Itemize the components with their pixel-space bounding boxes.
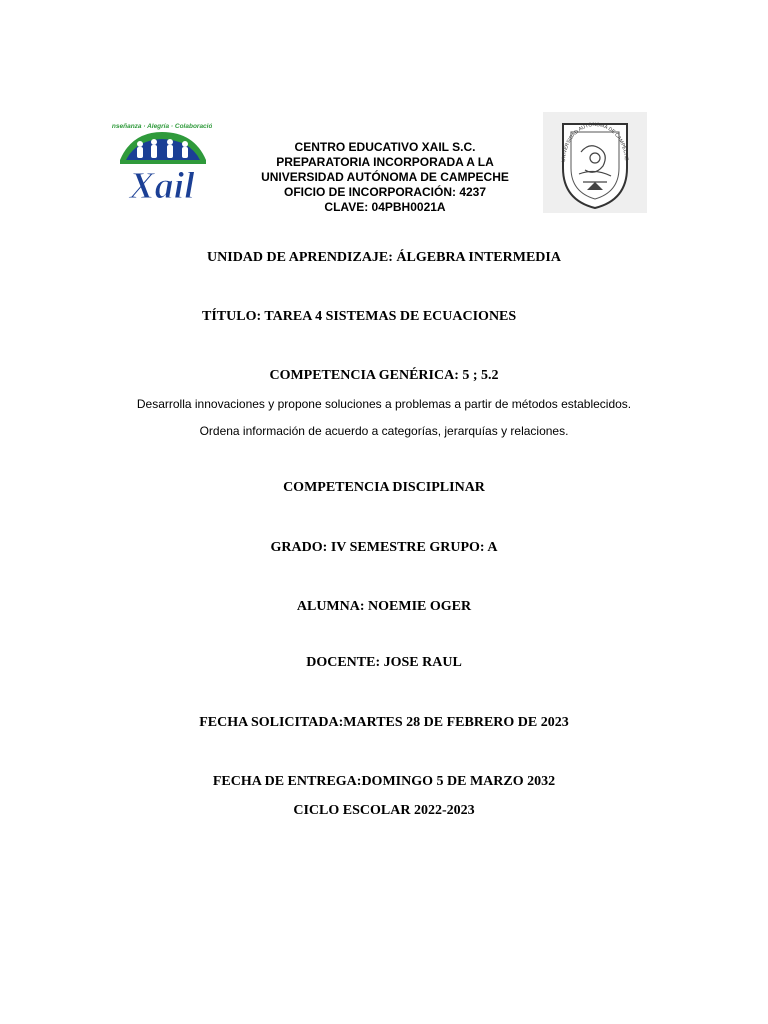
xail-logo-graphic [112, 120, 212, 206]
seal-ring-text: UNIVERSIDAD AUTÓNOMA DE CAMPECHE [560, 121, 629, 163]
institution-line: CENTRO EDUCATIVO XAIL S.C. [294, 140, 476, 154]
delivery-date: FECHA DE ENTREGA:DOMINGO 5 DE MARZO 2032 [212, 774, 556, 789]
institution-header [230, 140, 540, 215]
learning-unit: UNIDAD DE APRENDIZAJE: ÁLGEBRA INTERMEDIA [207, 250, 561, 265]
xail-wordmark: Xail [129, 165, 195, 206]
institution-line: OFICIO DE INCORPORACIÓN: 4237 [283, 185, 487, 199]
institution-line: PREPARATORIA INCORPORADA A LA [276, 155, 494, 169]
xail-logo-tagline: Enseñanza · Alegría · Colaboración [112, 123, 212, 130]
student-name: ALUMNA: NOEMIE OGER [296, 599, 472, 614]
institution-line: CLAVE: 04PBH0021A [324, 200, 446, 214]
competency-description-1: Desarrolla innovaciones y propone soluciones a problemas a partir de métodos establecidos. [136, 397, 632, 411]
disciplinary-competency: COMPETENCIA DISCIPLINAR [283, 480, 485, 495]
university-seal-graphic [543, 112, 647, 213]
school-cycle: CICLO ESCOLAR 2022-2023 [293, 803, 475, 818]
teacher-name: DOCENTE: JOSE RAUL [306, 655, 462, 670]
grade-group: GRADO: IV SEMESTRE GRUPO: A [270, 540, 498, 555]
generic-competency: COMPETENCIA GENÉRICA: 5 ; 5.2 [269, 368, 499, 383]
university-seal [543, 112, 647, 213]
competency-description-2: Ordena información de acuerdo a categorías, jerarquías y relaciones. [199, 424, 569, 438]
assignment-title: TÍTULO: TAREA 4 SISTEMAS DE ECUACIONES [202, 309, 517, 324]
xail-logo [112, 120, 212, 206]
requested-date: FECHA SOLICITADA:MARTES 28 DE FEBRERO DE 2023 [199, 715, 569, 730]
institution-line: UNIVERSIDAD AUTÓNOMA DE CAMPECHE [261, 170, 509, 184]
